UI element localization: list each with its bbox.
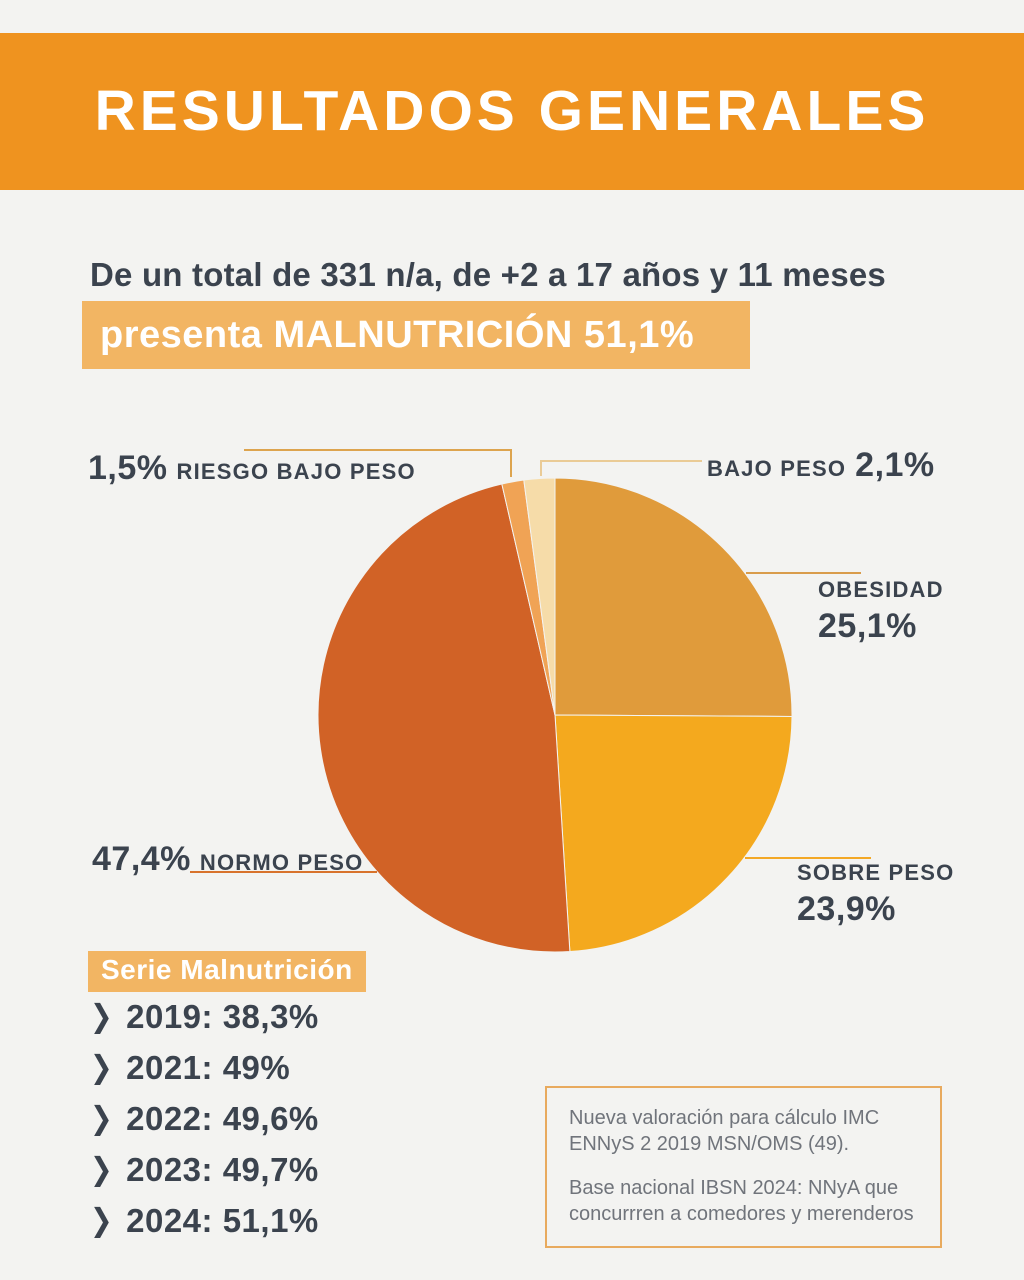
serie-item-2019 (90, 999, 319, 1034)
chevron-right-icon: ❯ (90, 1202, 114, 1238)
chevron-right-icon: ❯ (90, 1151, 114, 1187)
chevron-right-icon: ❯ (90, 1100, 114, 1136)
serie-item-text: 2021: 49% (126, 1048, 291, 1086)
methodology-note-box (545, 1086, 942, 1248)
serie-item-2021 (90, 1050, 319, 1085)
obesidad-label: OBESIDAD (818, 577, 944, 602)
serie-item-text: 2022: 49,6% (126, 1099, 319, 1137)
riesgo-bajo-peso-value: 1,5% (88, 449, 168, 487)
chevron-right-icon: ❯ (90, 998, 114, 1034)
chevron-right-icon: ❯ (90, 1049, 114, 1085)
sobre-peso-value: 23,9% (797, 890, 896, 928)
note-paragraph-2: Base nacional IBSN 2024: NNyA que concurrren a comedores y merenderos (569, 1176, 914, 1226)
callout-normo-peso (92, 840, 363, 879)
leader-bajo-peso (541, 461, 702, 476)
serie-malnutricion-list (90, 999, 319, 1254)
serie-item-text: 2019: 38,3% (126, 997, 319, 1035)
riesgo-bajo-peso-label: RIESGO BAJO PESO (176, 459, 416, 484)
serie-item-text: 2024: 51,1% (126, 1201, 319, 1239)
callout-riesgo-bajo-peso (88, 449, 416, 488)
malnutrition-highlight: presenta MALNUTRICIÓN 51,1% (82, 301, 750, 369)
sobre-peso-label: SOBRE PESO (797, 860, 955, 885)
pie-slice-sobre-peso (555, 715, 792, 952)
serie-item-2023 (90, 1152, 319, 1187)
pie-slice-obesidad (555, 478, 792, 716)
serie-item-2022 (90, 1101, 319, 1136)
obesidad-value: 25,1% (818, 607, 917, 645)
serie-item-2024 (90, 1203, 319, 1238)
callout-obesidad (818, 577, 944, 646)
normo-peso-label: NORMO PESO (199, 850, 364, 875)
callout-bajo-peso (707, 446, 935, 485)
serie-item-text: 2023: 49,7% (126, 1150, 319, 1188)
callout-sobre-peso (797, 860, 954, 929)
normo-peso-value: 47,4% (92, 840, 191, 878)
serie-malnutricion-title: Serie Malnutrición (88, 951, 366, 992)
bajo-peso-label: BAJO PESO (707, 456, 847, 481)
bajo-peso-value: 2,1% (855, 446, 935, 484)
note-paragraph-1: Nueva valoración para cálculo IMC ENNyS 2 2019 MSN/OMS (49). (569, 1107, 880, 1156)
intro-line: De un total de 331 n/a, de +2 a 17 años y 11 meses (90, 256, 886, 293)
page-title: RESULTADOS GENERALES (94, 79, 930, 143)
